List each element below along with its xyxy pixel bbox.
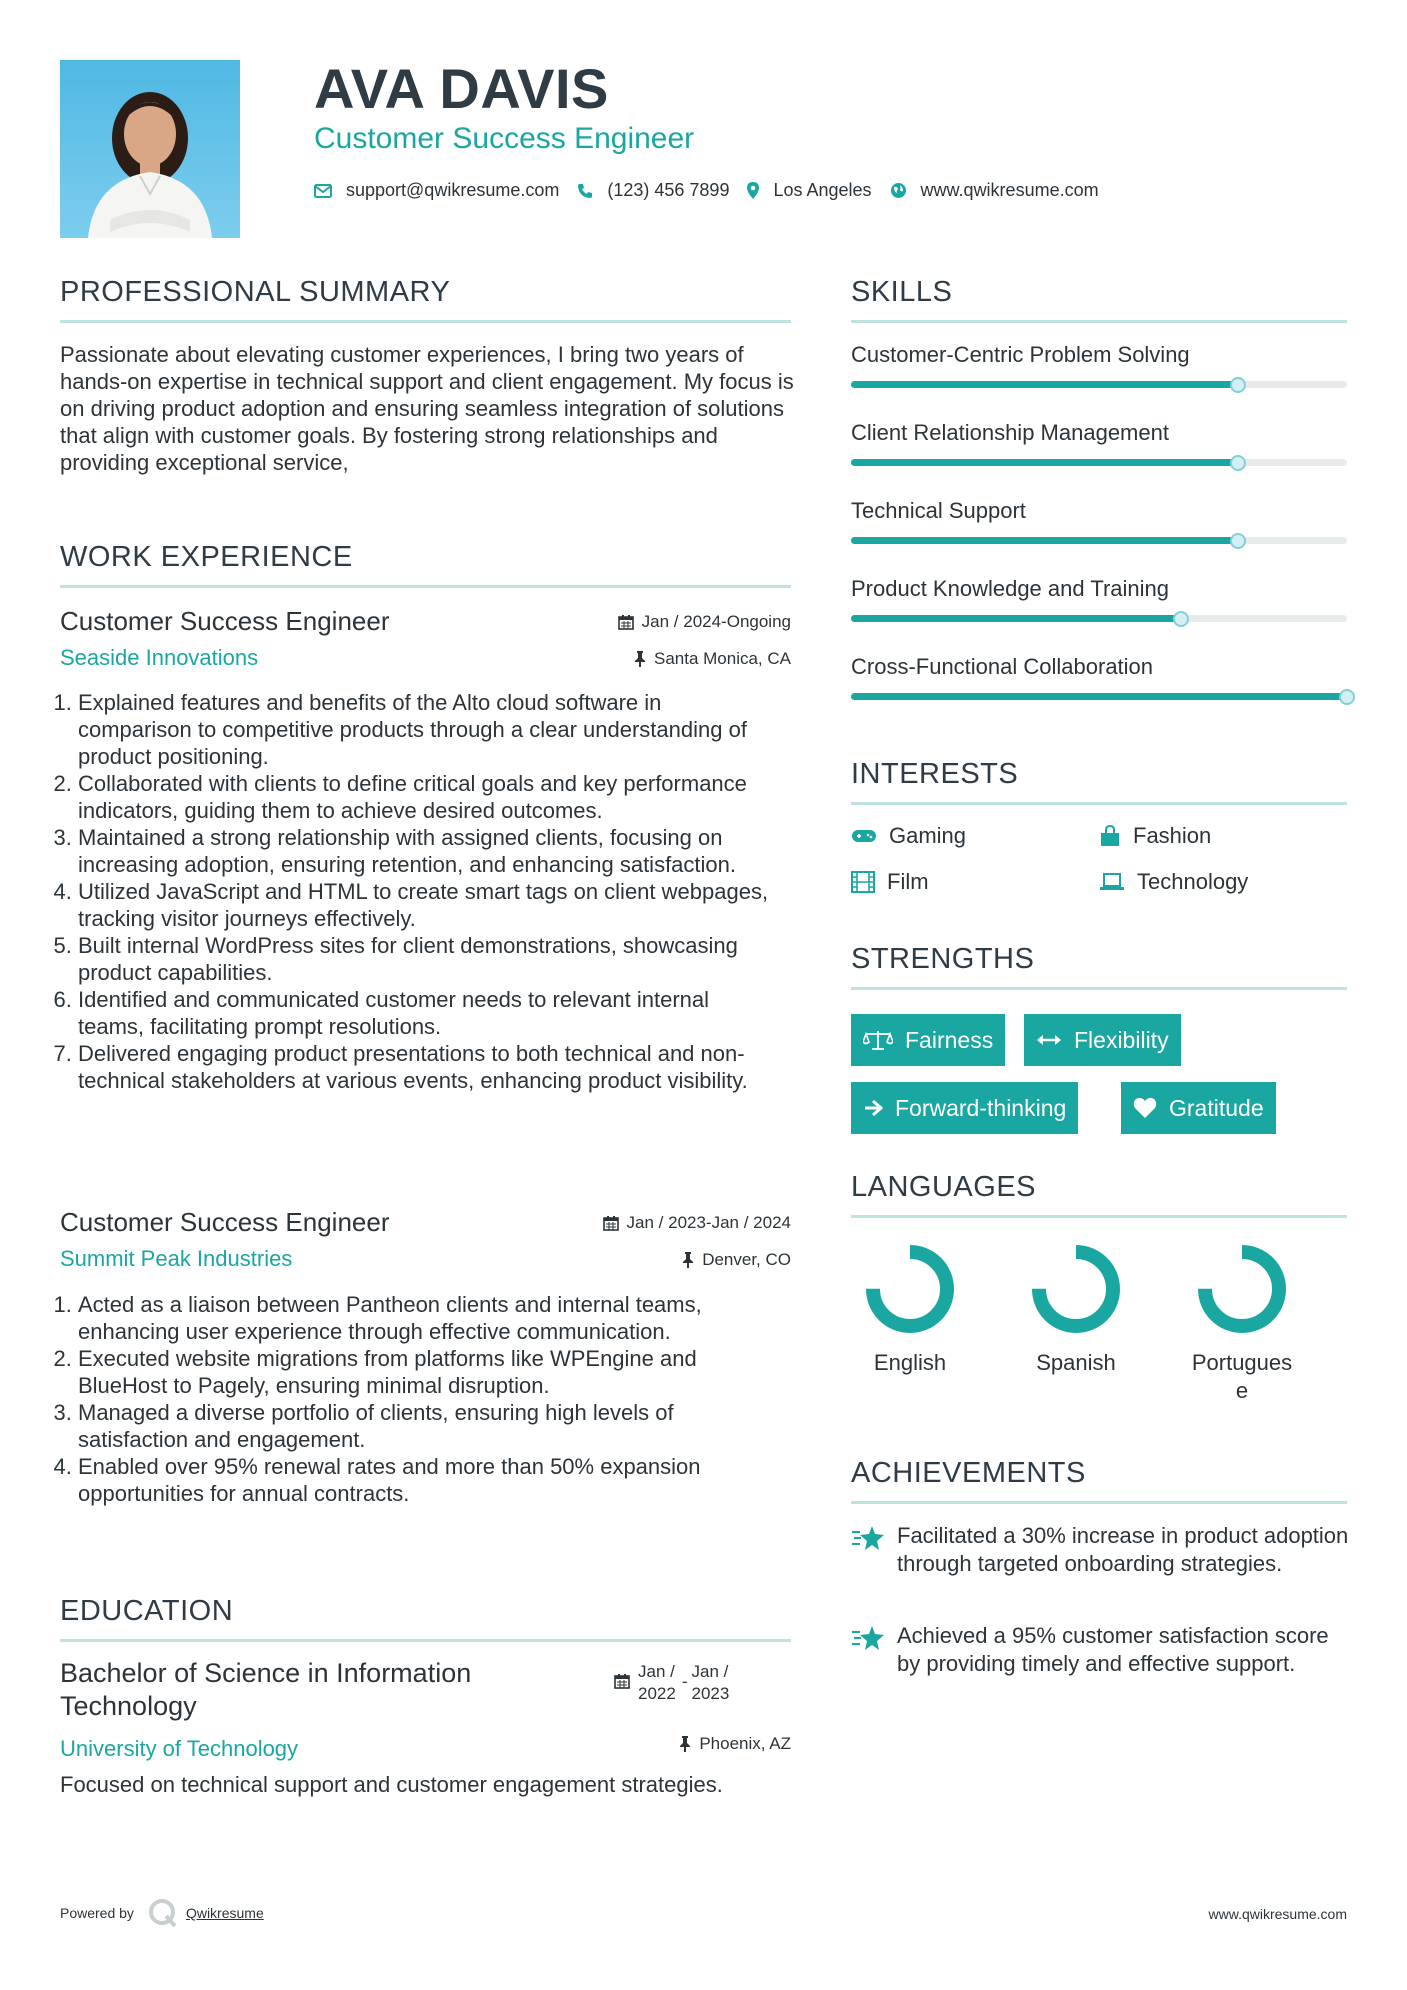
summary-divider — [60, 320, 791, 323]
experience-divider — [60, 585, 791, 588]
education-divider — [60, 1639, 791, 1642]
strengths-divider — [851, 987, 1347, 990]
summary-text: Passionate about elevating customer experiences, I bring two years of hands-on expertise in technical support and client engagement. My focus is on driving product adoption and ensuring seamless integration of solutions that align with customer goals. By fostering strong relationships and providing exceptional service, — [60, 342, 794, 475]
education-date — [614, 1661, 729, 1705]
footer-powered-by — [60, 1898, 264, 1928]
list-item: 5. Built internal WordPress sites for client demonstrations, showcasing product capabilities. — [78, 932, 778, 986]
skill-bar-handle — [1173, 611, 1189, 627]
globe-icon — [890, 182, 907, 199]
job-role: Customer Success Engineer — [60, 1207, 390, 1237]
skill-item — [851, 654, 1347, 680]
education-school: University of Technology — [60, 1736, 299, 1761]
education-location — [679, 1734, 791, 1754]
list-item: 2. Collaborated with clients to define critical goals and key performance indicators, guiding them to achieve desired outcomes. — [78, 770, 778, 824]
skill-bar-fill — [851, 615, 1181, 622]
skill-bar — [851, 459, 1347, 466]
list-item: 1. Explained features and benefits of the Alto cloud software in comparison to competitive products through a clear understanding of product positioning. — [78, 689, 778, 770]
calendar-icon — [614, 1673, 630, 1689]
calendar-icon — [618, 614, 634, 630]
education-dash: - — [681, 1672, 688, 1691]
achievement-text: Facilitated a 30% increase in product adoption through targeted onboarding strategies. — [897, 1523, 1349, 1576]
skill-bar — [851, 693, 1347, 700]
powered-by-text: Powered by — [60, 1905, 134, 1921]
contact-website-text: www.qwikresume.com — [920, 180, 1099, 200]
job-company: Seaside Innovations — [60, 645, 259, 670]
qwikresume-link[interactable]: Qwikresume — [185, 1905, 264, 1921]
interest-technology — [1099, 869, 1248, 895]
language-progress-ring — [864, 1243, 956, 1335]
skill-bar-fill — [851, 693, 1347, 700]
education-start-year: 2022 — [638, 1684, 676, 1703]
arrows-horizontal-icon — [1036, 1033, 1062, 1047]
heart-icon — [1133, 1097, 1157, 1119]
contact-email[interactable] — [314, 180, 559, 201]
skill-bar-handle — [1230, 377, 1246, 393]
skill-bar — [851, 615, 1347, 622]
education-end-month: Jan / — [691, 1662, 729, 1681]
job-company: Summit Peak Industries — [60, 1246, 293, 1271]
contact-website[interactable] — [890, 180, 1099, 201]
phone-icon — [577, 183, 593, 199]
map-pin-icon — [747, 182, 759, 199]
footer-website[interactable]: www.qwikresume.com — [1208, 1906, 1347, 1922]
education-start — [638, 1661, 676, 1705]
interests-divider — [851, 802, 1347, 805]
strengths-heading: STRENGTHS — [851, 943, 1035, 975]
job-role: Customer Success Engineer — [60, 606, 390, 636]
language-label: Spanish — [1036, 1350, 1116, 1375]
calendar-icon — [603, 1215, 619, 1231]
shooting-star-icon — [851, 1624, 885, 1652]
list-item: 1. Acted as a liaison between Pantheon clients and internal teams, enhancing user experience through effective communication. — [78, 1291, 778, 1345]
education-start-month: Jan / — [638, 1662, 675, 1681]
interest-fashion — [1099, 823, 1211, 849]
language-progress-ring — [1030, 1243, 1122, 1335]
education-end — [692, 1661, 730, 1705]
interest-label: Film — [887, 869, 929, 894]
skill-item — [851, 576, 1347, 602]
strength-label: Flexibility — [1074, 1026, 1169, 1053]
contact-phone-text: (123) 456 7899 — [607, 180, 730, 200]
achievement-item — [851, 1522, 1351, 1578]
job-date — [603, 1213, 791, 1233]
list-item: 2. Executed website migrations from platforms like WPEngine and BlueHost to Pagely, ensuring minimal disruption. — [78, 1345, 778, 1399]
strength-label: Gratitude — [1169, 1094, 1264, 1121]
film-icon — [851, 871, 875, 893]
job-location — [682, 1250, 791, 1270]
strength-tag — [1121, 1082, 1276, 1134]
strength-tag — [851, 1014, 1005, 1066]
language-item — [1182, 1243, 1302, 1405]
profile-photo — [60, 60, 240, 238]
job-location-text: Santa Monica, CA — [653, 649, 791, 668]
job-date — [618, 612, 791, 632]
job-entry-header — [60, 1207, 791, 1277]
education-heading: EDUCATION — [60, 1595, 234, 1627]
pushpin-icon — [682, 1252, 694, 1268]
skill-item — [851, 498, 1347, 524]
skill-label: Technical Support — [851, 498, 1026, 523]
laptop-icon — [1099, 872, 1125, 892]
skill-bar-fill — [851, 381, 1238, 388]
job-2-bullets — [78, 1291, 778, 1507]
interests-heading: INTERESTS — [851, 758, 1019, 790]
shooting-star-icon — [851, 1524, 885, 1552]
list-item: 6. Identified and communicated customer needs to relevant internal teams, facilitating prompt resolutions. — [78, 986, 778, 1040]
skill-bar-fill — [851, 459, 1238, 466]
list-item: 7. Delivered engaging product presentations to both technical and non-technical stakeholders at various events, enhancing product visibility. — [78, 1040, 778, 1094]
language-item — [1016, 1243, 1136, 1377]
scale-icon — [863, 1029, 893, 1051]
interest-film — [851, 869, 929, 895]
contact-bar — [314, 180, 1117, 201]
skill-bar — [851, 381, 1347, 388]
education-description: Focused on technical support and customer engagement strategies. — [60, 1772, 723, 1797]
education-degree: Bachelor of Science in Information Technology — [60, 1658, 472, 1721]
job-location-text: Denver, CO — [702, 1250, 791, 1269]
list-item: 3. Managed a diverse portfolio of clients, ensuring high levels of satisfaction and engagement. — [78, 1399, 778, 1453]
pushpin-icon — [679, 1736, 691, 1752]
language-progress-ring — [1196, 1243, 1288, 1335]
contact-phone[interactable] — [577, 180, 729, 201]
education-location-text: Phoenix, AZ — [699, 1734, 791, 1753]
strength-tag — [851, 1082, 1078, 1134]
skill-item — [851, 420, 1347, 446]
interest-gaming — [851, 823, 966, 849]
job-entry-header — [60, 606, 791, 676]
envelope-icon — [314, 184, 332, 198]
skill-label: Client Relationship Management — [851, 420, 1169, 445]
achievement-item — [851, 1622, 1351, 1678]
strength-tag — [1024, 1014, 1181, 1066]
achievements-heading: ACHIEVEMENTS — [851, 1457, 1086, 1489]
languages-heading: LANGUAGES — [851, 1171, 1036, 1203]
qwikresume-logo-icon — [148, 1898, 178, 1928]
language-label: Portugues e — [1191, 1350, 1293, 1403]
skill-label: Customer-Centric Problem Solving — [851, 342, 1190, 367]
skills-divider — [851, 320, 1347, 323]
interest-label: Fashion — [1133, 823, 1212, 848]
candidate-title: Customer Success Engineer — [314, 122, 695, 155]
achievements-divider — [851, 1501, 1347, 1504]
job-1-bullets — [78, 689, 778, 1094]
strength-label: Fairness — [905, 1026, 994, 1053]
experience-heading: WORK EXPERIENCE — [60, 541, 353, 573]
list-item: 4. Utilized JavaScript and HTML to create smart tags on client webpages, tracking visitor journeys effectively. — [78, 878, 778, 932]
arrow-right-icon — [863, 1098, 883, 1118]
contact-location-text: Los Angeles — [773, 180, 872, 200]
job-date-text: Jan / 2023-Jan / 2024 — [626, 1213, 791, 1232]
skill-bar-handle — [1230, 533, 1246, 549]
person-portrait-icon — [60, 60, 240, 238]
language-item — [850, 1243, 970, 1377]
language-label: English — [873, 1350, 947, 1375]
skill-label: Cross-Functional Collaboration — [851, 654, 1154, 679]
education-end-year: 2023 — [691, 1684, 730, 1703]
list-item: 3. Maintained a strong relationship with assigned clients, focusing on increasing adoption, ensuring retention, and enhancing satisfaction. — [78, 824, 778, 878]
interest-label: Gaming — [889, 823, 967, 848]
list-item: 4. Enabled over 95% renewal rates and more than 50% expansion opportunities for annual contracts. — [78, 1453, 778, 1507]
contact-email-text: support@qwikresume.com — [346, 180, 560, 200]
skill-bar-fill — [851, 537, 1238, 544]
candidate-name: AVA DAVIS — [314, 57, 609, 120]
interest-label: Technology — [1137, 869, 1249, 894]
skill-bar-handle — [1339, 689, 1355, 705]
skill-bar-handle — [1230, 455, 1246, 471]
gamepad-icon — [851, 828, 877, 844]
pushpin-icon — [634, 651, 646, 667]
achievement-text: Achieved a 95% customer satisfaction score by providing timely and effective support. — [897, 1623, 1329, 1676]
skill-bar — [851, 537, 1347, 544]
skill-item — [851, 342, 1347, 368]
skills-heading: SKILLS — [851, 276, 953, 308]
languages-divider — [851, 1215, 1347, 1218]
job-location — [634, 649, 791, 669]
contact-location — [747, 180, 871, 201]
strength-label: Forward-thinking — [895, 1094, 1067, 1121]
job-date-text: Jan / 2024-Ongoing — [641, 612, 791, 631]
skill-label: Product Knowledge and Training — [851, 576, 1169, 601]
summary-heading: PROFESSIONAL SUMMARY — [60, 276, 451, 308]
shopping-bag-icon — [1099, 825, 1121, 847]
